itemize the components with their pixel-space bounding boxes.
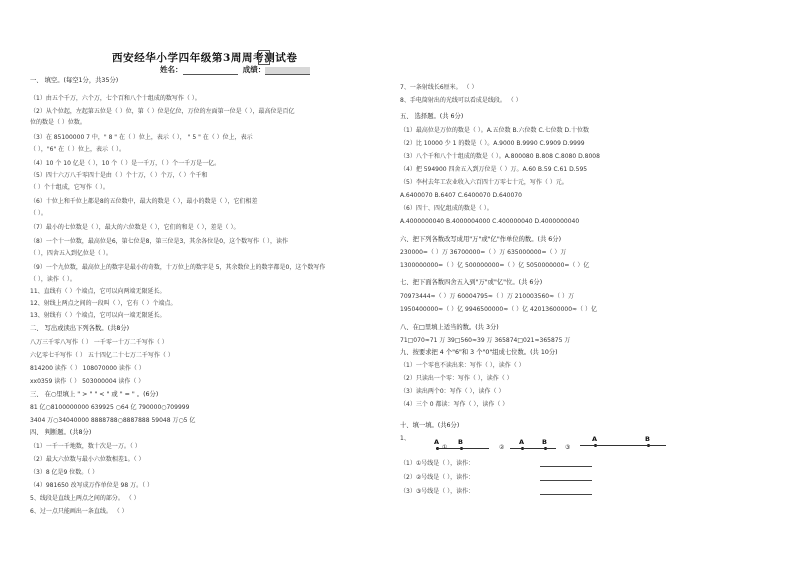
question-line: 四、 判断题。(共8分) xyxy=(30,429,92,436)
straight-line xyxy=(580,445,666,446)
name-score-line xyxy=(160,64,310,75)
exam-title: 西安经华小学四年级第3周周考测试卷 xyxy=(112,52,298,64)
question-line: （1）一千一千地数，数十次是一万。（ ） xyxy=(30,443,141,450)
question-line: 五、 选择题。(共 6分) xyxy=(400,113,464,120)
question-line: 六亿零七千写作（ ） 五十四亿二十七万二千写作（ ） xyxy=(30,352,174,359)
question-line: 六、把下列各数改写成用"万"或"亿"作单位的数。(共 6分) xyxy=(400,236,562,243)
answer-blank-3[interactable] xyxy=(540,494,592,495)
question-line: 230000=（ ）万 36700000=（ ）万 635000000=（ ）万 xyxy=(400,249,567,256)
question-line: 5、线段是直线上两点之间的部分。 （ ） xyxy=(30,495,140,502)
question-line: 八万三千零八写作（ ） 一千零一十万二千写作（ ） xyxy=(30,339,168,346)
question-line: （ ），"6" 在（ ）位上，表示（ ）。 xyxy=(30,146,125,153)
point-b-1: B xyxy=(458,438,463,446)
question-line: （4）三个 0 都读：写作（ ），读作（ ） xyxy=(400,401,509,408)
circle-label-3: ③ xyxy=(565,444,571,451)
score-label: 成绩： xyxy=(242,65,266,74)
question-line: （ ），读作（ ）。 xyxy=(30,276,76,283)
question-line: 81 亿○8100000000 639925 ○64 亿 790000○709999 xyxy=(30,404,190,411)
question-line: xx0359 读作（ ） 503000004 读作（ ） xyxy=(30,378,145,385)
question-line: 1950400000≈（ ）亿 9946500000≈（ ）亿 42013600000≈（ ）亿 xyxy=(400,306,597,313)
question-line: 七、把下面各数四舍五入到"万"或"亿"位。(共 6分) xyxy=(400,279,543,286)
question-line: （ ）个十组成，它写作（ ）。 xyxy=(30,184,109,191)
question-line: 九、按要求把 4 个"6"和 3 个"0"组成七位数。(共 10分) xyxy=(400,349,558,356)
question-line: 13、射线有（ ）个端点，它可以向一端无限延长。 xyxy=(30,312,166,319)
question-line: （6）十位上和千位上都是8的五位数中，最大的数是（ ），最小的数是（ ），它们相差 xyxy=(30,198,258,205)
point-a-1: A xyxy=(434,438,440,446)
question-line: （3）读出两个0：写作（ ），读作（ ） xyxy=(400,388,505,395)
line-segment-1 xyxy=(437,448,461,449)
question-line: 一、 填空。(每空1分，共35分) xyxy=(30,77,119,84)
answer-blank-2[interactable] xyxy=(540,480,592,481)
question-line: 1300000000=（ ）亿 500000000=（ ）亿 5050000000=（ ）亿 xyxy=(400,262,590,269)
point-b-2: B xyxy=(542,438,547,446)
point-b-3: B xyxy=(645,435,650,443)
question-line: 十、填一填。(共6分) xyxy=(400,422,460,429)
question-line: 8、手电筒射出的光线可以看成是线段。 （ ） xyxy=(400,97,522,104)
question-line: （4）981650 改写成万作单位是 98 万。（ ） xyxy=(30,482,153,489)
question-line: （2）最大六位数与最小六位数相差1。（ ） xyxy=(30,456,145,463)
point-a-2: A xyxy=(519,438,525,446)
question-line: 12、射线上两点之间的一段叫（ ），它有（ ）个端点。 xyxy=(30,300,177,307)
question-line: （6）四十、四亿组成的数是（ ）。 xyxy=(400,205,493,212)
question-line: 814200 读作（ ） 108070000 读作（ ） xyxy=(30,365,145,372)
question-line: 三、 在○里填上 " > " " < " 或 " = " 。(6分) xyxy=(30,391,159,398)
question-line: A.4000000040 B.4000004000 C.400000040 D.4000000040 xyxy=(400,218,580,225)
question-line: （3）8 亿是9 位数。（ ） xyxy=(30,469,99,476)
question-line: 3404 万○34040000 8888788○8887888 59048 万○5 亿 xyxy=(30,417,196,424)
name-blank[interactable] xyxy=(183,67,238,75)
question-line: 11、直线有（ ）个端点，它可以向两端无限延长。 xyxy=(30,288,166,295)
answer-blank-1[interactable] xyxy=(540,466,592,467)
circle-label-2: ② xyxy=(499,444,505,451)
question-line: （2）比 10000 少 1 的数是（ ）。A.9000 B.9990 C.9909 D.9999 xyxy=(400,140,585,147)
question-line: 二、 写出或读出下列各数。(共8分) xyxy=(30,325,130,332)
question-line: （1）①号线是（ ），读作： xyxy=(400,460,475,467)
question-line: （4）10 个 10 亿是（ ），10 个（ ）是一千万，（ ）个一千万是一亿。 xyxy=(30,160,221,167)
question-line: （1）最高位是万位的数是（ ）。A.五位数 B.六位数 C.七位数 D.十位数 xyxy=(400,127,590,134)
question-line: （1）由五个千万，六个万，七个百和八个十组成的数写作（ ）。 xyxy=(30,95,201,102)
question-line: 八、在□里填上适当的数。(共 3分) xyxy=(400,324,499,331)
question-line: （3）③号线是（ ），读作： xyxy=(400,488,475,495)
question-line: （2）②号线是（ ），读作： xyxy=(400,474,475,481)
question-line: （3）八个千和八个十组成的数是（ ）。A.800080 B.808 C.8080 D.8008 xyxy=(400,153,600,160)
circle-label-1: ① xyxy=(442,444,448,451)
name-label: 姓名： xyxy=(160,65,183,74)
question-line: 1、 xyxy=(400,435,410,442)
question-line: （2）从个位起，左起第五位是（ ）位，第（ ）位是亿位，万位的左面第一位是（ ），最高位是百亿 xyxy=(30,108,295,115)
question-line: 位的数是（ ）位数。 xyxy=(30,119,86,126)
question-line: （9）一个九位数，最高位上的数字是最小的奇数，十万位上的数字是 5，其余数位上的数字都是0，这个数写作 xyxy=(30,264,326,271)
question-line: 6、过一点只能画出一条直线。 （ ） xyxy=(30,508,128,515)
ray-line xyxy=(510,448,556,449)
question-line: （3）在 85100000 7 中，" 8 " 在（ ）位上，表示（ ）， " 5 " 在（ ）位上，表示 xyxy=(30,134,253,141)
question-line: （8）一个十一位数，最高位是6，第七位是8，第三位是3，其余各位是0，这个数写作（ ），读作 xyxy=(30,238,288,245)
question-line: （7）最小的七位数是（ ），最大的六位数是（ ），它们的和是（ ），差是（ ）。 xyxy=(30,224,240,231)
score-blank[interactable] xyxy=(265,67,310,75)
question-line: （ ），四舍五入到亿位是（ ）。 xyxy=(30,250,112,257)
question-line: A.6400070 B.6407 C.6400070 D.640070 xyxy=(400,192,522,199)
question-line: （2）只读出一个零：写作（ ），读作（ ） xyxy=(400,375,513,382)
question-line: （4）把 594900 四舍五入到万位是（ ）万。A.60 B.59 C.61 D.595 xyxy=(400,166,588,173)
question-line: 70973444≈（ ）万 60004795≈（ ）万 210003560≈（ ）万 xyxy=(400,293,575,300)
question-line: （ ）。 xyxy=(30,210,47,217)
question-line: （5）四十六万八千零四十是由（ ）个十万，（ ）个万，（ ）个千和 xyxy=(30,172,208,179)
question-line: 71□070≈71 万 39□560≈39 万 365874□021≈365875 万 xyxy=(400,337,571,344)
segment-extension xyxy=(461,448,489,449)
question-line: （5）李村去年工农业收入六百四十万零七十元，写作（ ）元。 xyxy=(400,179,568,186)
question-line: （1）一个零也不读出来：写作（ ），读作（ ） xyxy=(400,362,525,369)
title-box xyxy=(258,50,270,65)
question-line: 7、一条射线长6厘米。 （ ） xyxy=(400,84,478,91)
point-a-3: A xyxy=(592,435,598,443)
